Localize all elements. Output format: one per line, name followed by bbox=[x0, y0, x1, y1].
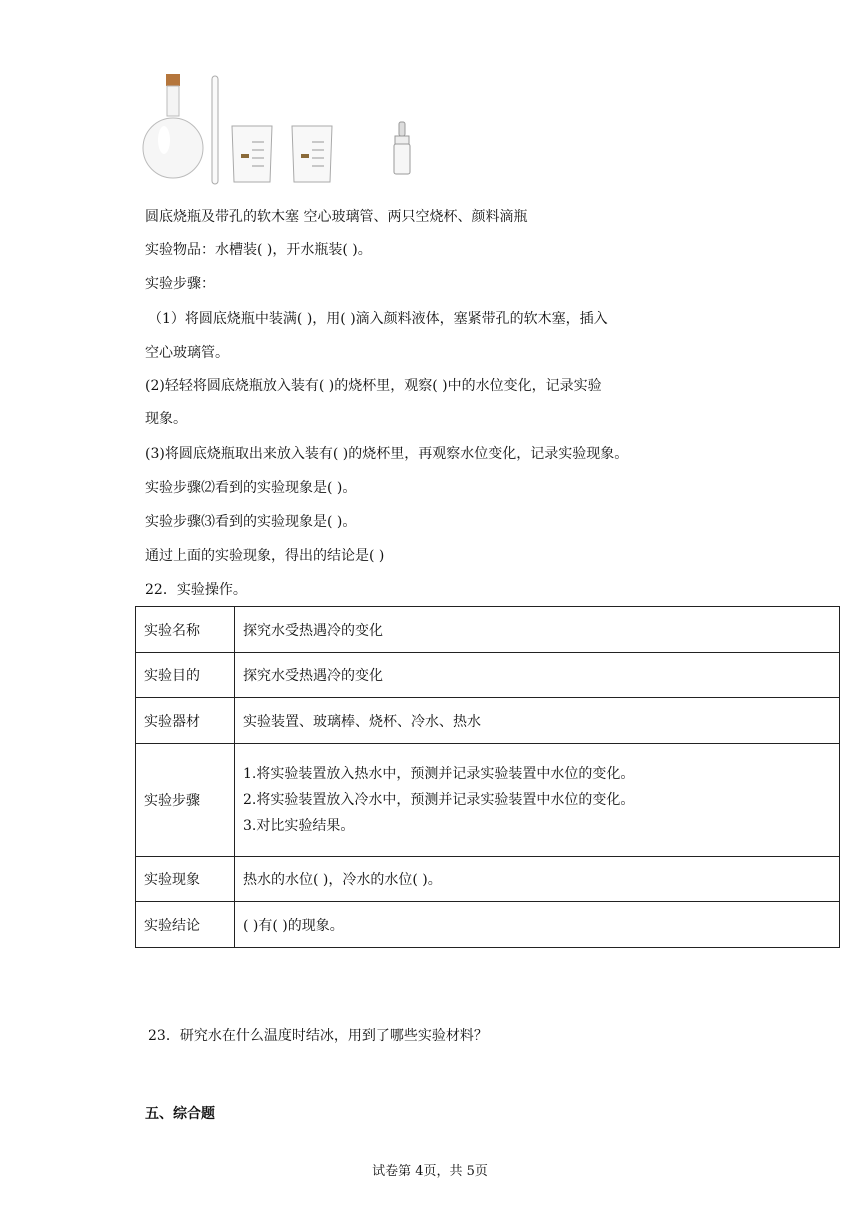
row-key: 实验名称 bbox=[136, 607, 235, 653]
steps-title: 实验步骤： bbox=[145, 276, 215, 292]
row-key: 实验结论 bbox=[136, 902, 235, 948]
row-key: 实验目的 bbox=[136, 653, 235, 698]
row-key: 实验步骤 bbox=[136, 744, 235, 857]
observation-step2: 实验步骤⑵看到的实验现象是( )。 bbox=[145, 480, 357, 496]
step2-line2: 现象。 bbox=[145, 411, 187, 427]
section-title: 五、综合题 bbox=[145, 1106, 215, 1122]
table-row bbox=[136, 607, 840, 653]
step-item: 2.将实验装置放入冷水中，预测并记录实验装置中水位的变化。 bbox=[243, 792, 635, 808]
step2-line1: (2)轻轻将圆底烧瓶放入装有( )的烧杯里，观察( )中的水位变化，记录实验 bbox=[145, 378, 602, 394]
row-value: ( )有( )的现象。 bbox=[235, 902, 840, 948]
step1-line2: 空心玻璃管。 bbox=[145, 345, 229, 361]
beaker-icon bbox=[292, 126, 332, 182]
table-row bbox=[136, 698, 840, 744]
row-value: 热水的水位( )，冷水的水位( )。 bbox=[235, 857, 840, 902]
observation-step3: 实验步骤⑶看到的实验现象是( )。 bbox=[145, 514, 357, 530]
apparatus-illustration bbox=[140, 70, 440, 190]
table-row bbox=[136, 902, 840, 948]
steps-cell bbox=[235, 744, 840, 857]
question-23: 23．研究水在什么温度时结冰，用到了哪些实验材料？ bbox=[148, 1028, 488, 1044]
table-row bbox=[136, 857, 840, 902]
glass-tube-icon bbox=[212, 76, 218, 184]
row-key: 实验器材 bbox=[136, 698, 235, 744]
materials-line: 实验物品：水槽装( )，开水瓶装( )。 bbox=[145, 242, 372, 258]
apparatus-caption: 圆底烧瓶及带孔的软木塞 空心玻璃管、两只空烧杯、颜料滴瓶 bbox=[145, 209, 528, 225]
row-value: 实验装置、玻璃棒、烧杯、冷水、热水 bbox=[235, 698, 840, 744]
step1-line1: （1）将圆底烧瓶中装满( )，用( )滴入颜料液体，塞紧带孔的软木塞，插入 bbox=[148, 311, 608, 327]
table-row bbox=[136, 653, 840, 698]
question-22-title: 22．实验操作。 bbox=[145, 582, 247, 598]
step3-line: (3)将圆底烧瓶取出来放入装有( )的烧杯里，再观察水位变化，记录实验现象。 bbox=[145, 446, 629, 462]
experiment-table bbox=[135, 606, 840, 948]
row-value: 探究水受热遇冷的变化 bbox=[235, 607, 840, 653]
step-item: 3.对比实验结果。 bbox=[243, 818, 355, 834]
step-item: 1.将实验装置放入热水中，预测并记录实验装置中水位的变化。 bbox=[243, 766, 635, 782]
dropper-bottle-icon bbox=[394, 122, 410, 174]
row-value: 探究水受热遇冷的变化 bbox=[235, 653, 840, 698]
page-footer: 试卷第 4页，共 5页 bbox=[372, 1164, 488, 1179]
row-key: 实验现象 bbox=[136, 857, 235, 902]
round-bottom-flask-icon bbox=[143, 74, 203, 178]
beaker-icon bbox=[232, 126, 272, 182]
conclusion-line: 通过上面的实验现象，得出的结论是( ) bbox=[145, 548, 385, 564]
table-row bbox=[136, 744, 840, 857]
